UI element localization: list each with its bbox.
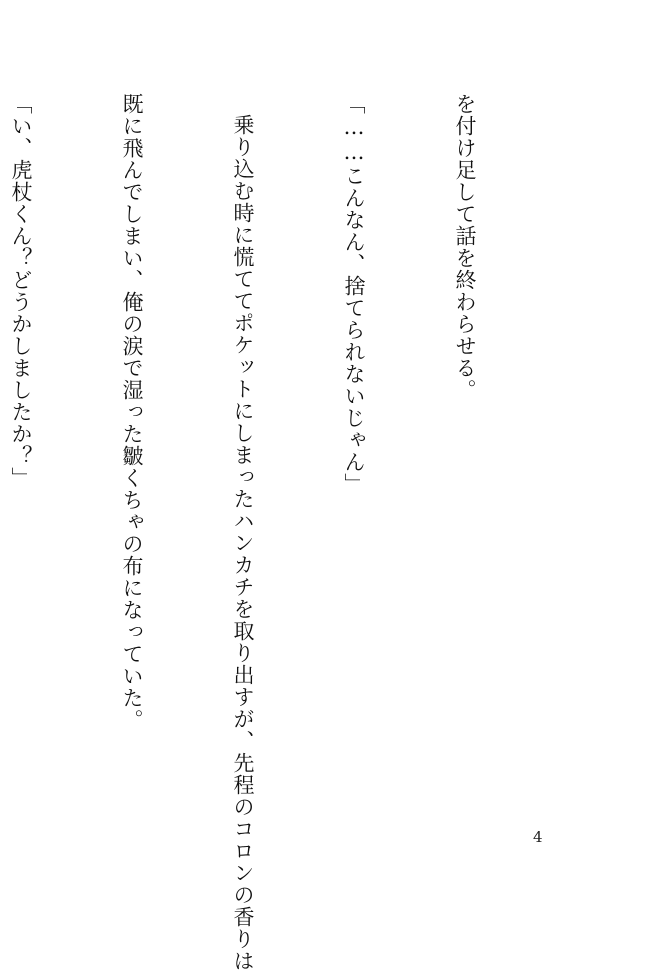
vertical-text-body [0,93,557,972]
text-line: 乗り込む時に慌ててポケットにしまったハンカチを取り出すが、先程のコロンの香りは [231,114,255,972]
text-line: を付け足して話を終わらせる。 [453,93,477,401]
text-line: 既に飛んでしまい、俺の涙で湿った皺くちゃの布になっていた。 [120,93,144,731]
text-line: 「い、虎杖くん？どうかしましたか？」 [9,93,33,489]
text-line: 「……こんなん、捨てられないじゃん」 [342,93,366,495]
page-number: 4 [533,828,543,846]
